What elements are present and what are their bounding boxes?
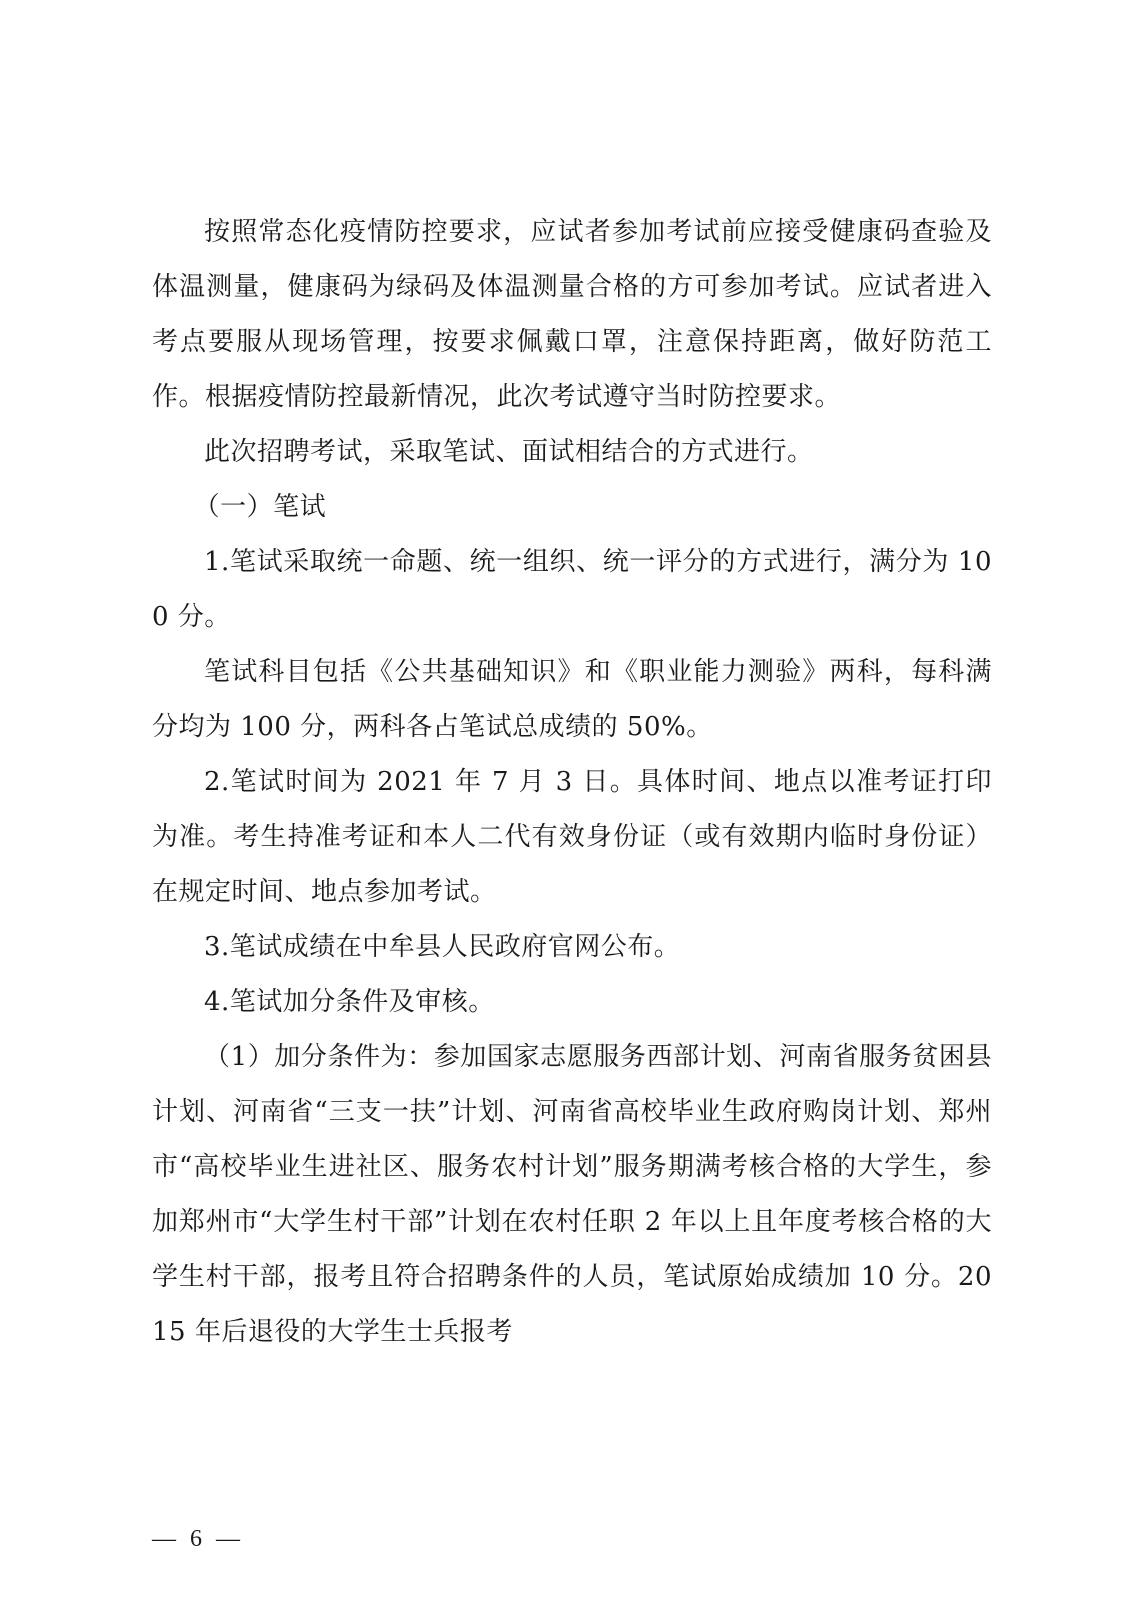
paragraph-bonus-conditions: （1）加分条件为：参加国家志愿服务西部计划、河南省服务贫困县计划、河南省“三支一扶”计划、河南省高校毕业生政府购岗计划、郑州市“高校毕业生进社区、服务农村计划”服务期满考核合格的大学生，参加郑州市“大学生村干部”计划在农村任职 2 年以上且年度考核合格的大学生村干部，报考且符合招聘条件的人员，笔试原始成绩加 10 分。2015 年后退役的大学生士兵报考	[152, 1042, 992, 1347]
paragraph-written-exam-scoring: 1.笔试采取统一命题、统一组织、统一评分的方式进行，满分为 100 分。	[152, 547, 992, 632]
paragraph-exam-time: 2.笔试时间为 2021 年 7 月 3 日。具体时间、地点以准考证打印为准。考生持准考证和本人二代有效身份证（或有效期内临时身份证）在规定时间、地点参加考试。	[152, 767, 992, 907]
paragraph-epidemic-prevention: 按照常态化疫情防控要求，应试者参加考试前应接受健康码查验及体温测量，健康码为绿码及体温测量合格的方可参加考试。应试者进入考点要服从现场管理，按要求佩戴口罩，注意保持距离，做好防范工作。根据疫情防控最新情况，此次考试遵守当时防控要求。	[152, 217, 992, 412]
document-body	[152, 205, 992, 1360]
page-number: — 6 —	[152, 1526, 244, 1552]
paragraph-exam-subjects: 笔试科目包括《公共基础知识》和《职业能力测验》两科，每科满分均为 100 分，两科各占笔试总成绩的 50%。	[152, 657, 992, 742]
section-heading-written-exam: （一）笔试	[193, 492, 327, 522]
paragraph-exam-method: 此次招聘考试，采取笔试、面试相结合的方式进行。	[204, 437, 814, 467]
paragraph-bonus-points-title: 4.笔试加分条件及审核。	[204, 987, 495, 1017]
paragraph-score-publication: 3.笔试成绩在中牟县人民政府官网公布。	[204, 932, 681, 962]
